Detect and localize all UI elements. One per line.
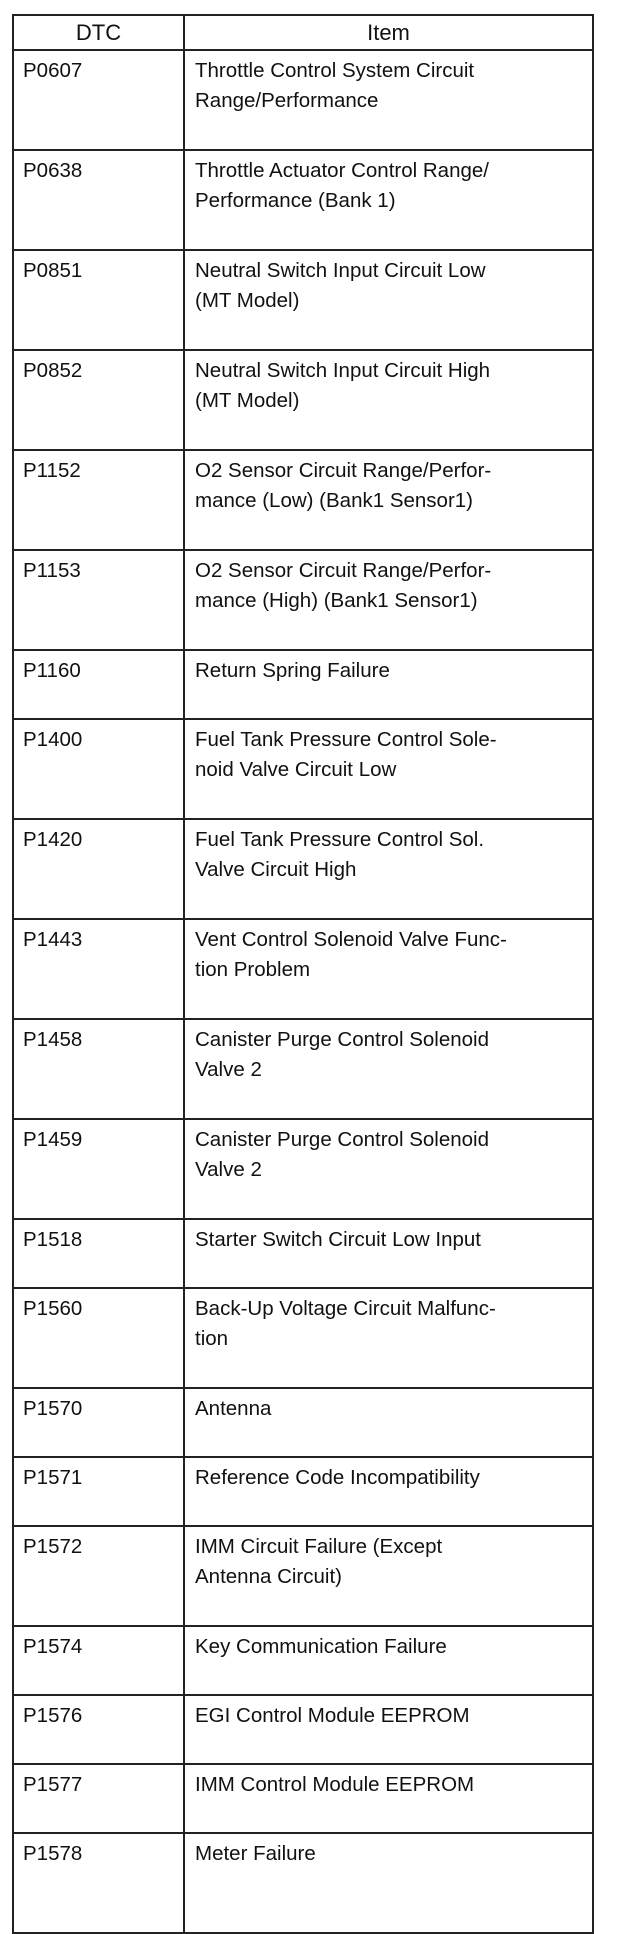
table-row [13,1119,593,1219]
table-row [13,1764,593,1833]
table-row [13,50,593,150]
dtc-item-cell: Back-Up Voltage Circuit Malfunc- tion [184,1288,593,1388]
dtc-code-cell: P1577 [13,1764,184,1833]
dtc-item-cell: Throttle Actuator Control Range/ Performance (Bank 1) [184,150,593,250]
dtc-code-cell: P1458 [13,1019,184,1119]
dtc-item-cell: Starter Switch Circuit Low Input [184,1219,593,1288]
dtc-code-cell: P1560 [13,1288,184,1388]
dtc-code-cell: P1160 [13,650,184,719]
table-row [13,1695,593,1764]
dtc-item-cell: Fuel Tank Pressure Control Sol. Valve Circuit High [184,819,593,919]
dtc-item-cell: Neutral Switch Input Circuit Low (MT Model) [184,250,593,350]
dtc-code-cell: P0607 [13,50,184,150]
dtc-code-cell: P1570 [13,1388,184,1457]
dtc-item-cell: Throttle Control System Circuit Range/Performance [184,50,593,150]
dtc-code-cell: P1152 [13,450,184,550]
dtc-code-cell: P1153 [13,550,184,650]
table-row [13,1388,593,1457]
table-row [13,719,593,819]
dtc-code-cell: P1576 [13,1695,184,1764]
table-header [13,15,593,50]
dtc-code-cell: P1443 [13,919,184,1019]
header-row [13,15,593,50]
table-row [13,1457,593,1526]
table-row [13,1626,593,1695]
dtc-item-cell: IMM Circuit Failure (Except Antenna Circuit) [184,1526,593,1626]
table-row [13,819,593,919]
dtc-code-cell: P0851 [13,250,184,350]
table-row [13,350,593,450]
dtc-item-cell: Vent Control Solenoid Valve Func- tion Problem [184,919,593,1019]
table-row [13,150,593,250]
dtc-code-cell: P1518 [13,1219,184,1288]
dtc-item-cell: O2 Sensor Circuit Range/Perfor- mance (Low) (Bank1 Sensor1) [184,450,593,550]
dtc-code-cell: P0852 [13,350,184,450]
table-row [13,1019,593,1119]
dtc-item-cell: Fuel Tank Pressure Control Sole- noid Valve Circuit Low [184,719,593,819]
dtc-item-cell: Neutral Switch Input Circuit High (MT Model) [184,350,593,450]
dtc-item-cell: Key Communication Failure [184,1626,593,1695]
dtc-table [12,14,594,1934]
header-dtc: DTC [13,15,184,50]
table-row [13,1219,593,1288]
dtc-code-cell: P1578 [13,1833,184,1933]
table-row [13,550,593,650]
table-row [13,1833,593,1933]
table-row [13,1288,593,1388]
table-row [13,250,593,350]
dtc-code-cell: P1571 [13,1457,184,1526]
table-row [13,919,593,1019]
table-row [13,1526,593,1626]
dtc-item-cell: Reference Code Incompatibility [184,1457,593,1526]
table-row [13,450,593,550]
dtc-item-cell: EGI Control Module EEPROM [184,1695,593,1764]
dtc-item-cell: IMM Control Module EEPROM [184,1764,593,1833]
dtc-code-cell: P1459 [13,1119,184,1219]
table-row [13,650,593,719]
dtc-code-cell: P1574 [13,1626,184,1695]
dtc-item-cell: Canister Purge Control Solenoid Valve 2 [184,1019,593,1119]
dtc-item-cell: Antenna [184,1388,593,1457]
dtc-item-cell: Meter Failure [184,1833,593,1933]
dtc-item-cell: Return Spring Failure [184,650,593,719]
dtc-code-cell: P1572 [13,1526,184,1626]
dtc-code-cell: P1420 [13,819,184,919]
dtc-item-cell: O2 Sensor Circuit Range/Perfor- mance (High) (Bank1 Sensor1) [184,550,593,650]
dtc-code-cell: P0638 [13,150,184,250]
dtc-item-cell: Canister Purge Control Solenoid Valve 2 [184,1119,593,1219]
table-body [13,50,593,1933]
dtc-code-cell: P1400 [13,719,184,819]
header-item: Item [184,15,593,50]
